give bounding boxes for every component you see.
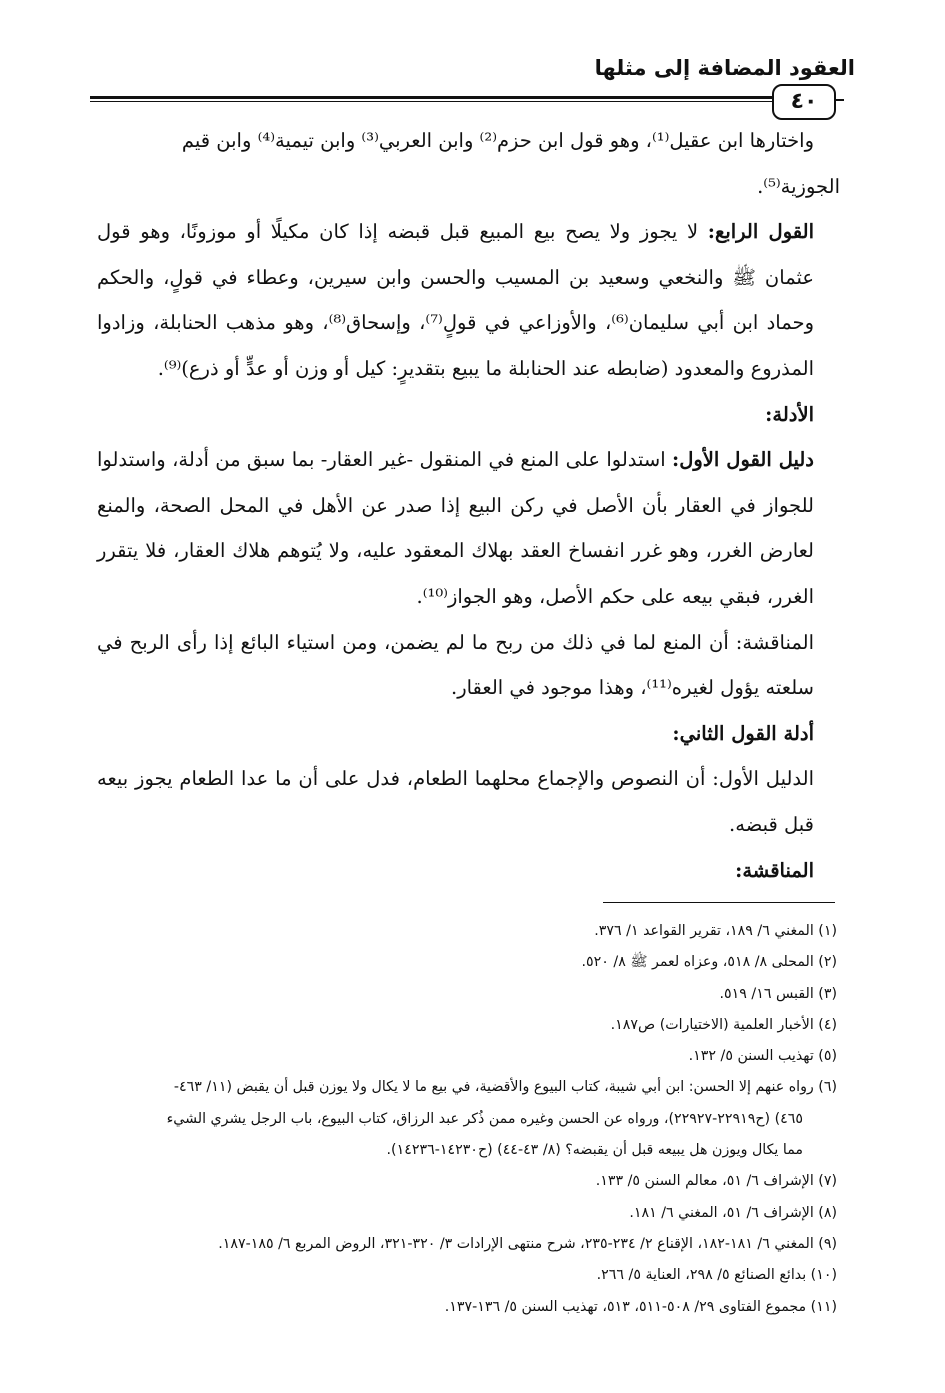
fourth-opinion-lead: القول الرابع: bbox=[707, 220, 814, 244]
paragraph-1-line-1: واختارها ابن عقيل⁽¹⁾، وهو قول ابن حزم⁽²⁾ وابن العربي⁽³⁾ وابن تيمية⁽⁴⁾ وابن قيم bbox=[181, 129, 814, 152]
footnote-6-cont-2: مما يكال ويوزن هل يبيعه قبل أن يقبضه؟ (٨/ ٤٣-٤٤) (ح١٤٢٣٠-١٤٢٣٦). bbox=[386, 1142, 803, 1159]
discussion-text: أن المنع لما في ذلك من ربح ما لم يضمن، ومن استياء البائع إذا رأى الربح في سلعته يؤول لغيره⁽¹¹⁾، وهذا موجود في العقار. bbox=[97, 630, 814, 700]
footnote-8: (٨) الإشراف ٦/ ٥١، المغني ٦/ ١٨١. bbox=[629, 1204, 837, 1221]
main-text bbox=[97, 118, 840, 893]
footnote-4: (٤) الأخبار العلمية (الاختيارات) ص١٨٧. bbox=[610, 1016, 837, 1033]
paragraph-fourth-opinion bbox=[97, 209, 840, 391]
footnote-5: (٥) تهذيب السنن ٥/ ١٣٢. bbox=[688, 1048, 837, 1065]
fourth-opinion-text: لا يجوز ولا يصح بيع المبيع قبل قبضه إذا كان مكيلًا أو موزونًا، وهو قول عثمان ﷺ والنخعي وسعيد بن المسيب والحسن وابن سيرين، وعطاء في قولٍ، والحكم وحماد ابن أبي سليمان⁽⁶⁾، والأوزاعي في قولٍ⁽⁷⁾، وإسحاق⁽⁸⁾، وهو مذهب الحنابلة، وزادوا المذروع والمعدود (ضابطه عند الحنابلة ما يبيع بتقديرٍ: كيل أو وزن أو عدٍّ أو ذرع)⁽⁹⁾. bbox=[97, 220, 814, 380]
evidence-heading: الأدلة: bbox=[765, 402, 814, 426]
footnote-11: (١١) مجموع الفتاوى ٢٩/ ٥٠٨-٥١١، ٥١٣، تهذيب السنن ٥/ ١٣٦-١٣٧. bbox=[444, 1298, 837, 1315]
footnote-6-cont-1: ٤٦٥) (ح٢٢٩١٩-٢٢٩٢٧)، ورواه عن الحسن وغيره ممن ذُكر عبد الرزاق، كتاب البيوع، باب الرجل يشري الشيء bbox=[166, 1110, 803, 1127]
footnote-3: (٣) القبس ١٦/ ٥١٩. bbox=[719, 985, 837, 1002]
second-evidence-heading: أدلة القول الثاني: bbox=[672, 721, 814, 745]
footnote-2: (٢) المحلى ٨/ ٥١٨، وعزاه لعمر ﷺ ٨/ ٥٢٠. bbox=[581, 954, 837, 971]
paragraph-1-line-2: الجوزية⁽⁵⁾. bbox=[757, 174, 840, 198]
first-evidence-lead: دليل القول الأول: bbox=[672, 448, 814, 472]
footnote-7: (٧) الإشراف ٦/ ٥١، معالم السنن ٥/ ١٣٣. bbox=[595, 1173, 837, 1190]
discussion-lead: المناقشة: bbox=[735, 630, 814, 654]
footnote-1: (١) المغني ٦/ ١٨٩، تقرير القواعد ١/ ٣٧٦. bbox=[594, 923, 837, 939]
paragraph-first-evidence bbox=[97, 437, 840, 619]
page-number-tick bbox=[834, 99, 844, 101]
footnote-9: (٩) المغني ٦/ ١٨١-١٨٢، الإقناع ٢/ ٢٣٤-٢٣٥، شرح منتهى الإرادات ٣/ ٣٢٠-٣٢١، الروض المربع ٦/ ١٨٥-١٨٧. bbox=[218, 1235, 837, 1252]
footnote-10: (١٠) بدائع الصنائع ٥/ ٢٩٨، العناية ٥/ ٢٦٦. bbox=[596, 1267, 837, 1284]
discussion-heading: المناقشة: bbox=[735, 858, 814, 882]
paragraph-discussion bbox=[97, 620, 840, 711]
footnote-separator bbox=[603, 902, 835, 903]
first-evidence-text: استدلوا على المنع في المنقول -غير العقار- بما سبق من أدلة، واستدلوا للجواز في العقار بأن الأصل في ركن البيع إذا صدر عن الأهل في المحل الصحة، والمنع لعارض الغرر، وهو غرر انفساخ العقد بهلاك المعقود عليه، ولا يُتوهم هلاك العقار، فلا يتقرر الغرر، فبقي بيعه على حكم الأصل، وهو الجواز⁽¹⁰⁾. bbox=[97, 448, 814, 608]
page-number: ٤٠ bbox=[772, 84, 836, 120]
paragraph-first-proof: الدليل الأول: أن النصوص والإجماع محلهما الطعام، فدل على أن ما عدا الطعام يجوز بيعه قبل قبضه. bbox=[97, 767, 814, 836]
running-header-title: العقود المضافة إلى مثلها bbox=[594, 56, 855, 80]
footnote-6: (٦) رواه عنهم إلا الحسن: ابن أبي شيبة، كتاب البيوع والأقضية، في بيع ما لا يكال ولا يوزن قبل أن يقبض (١١/ ٤٦٣- bbox=[173, 1079, 837, 1096]
footnotes bbox=[94, 916, 837, 1323]
header-rule bbox=[90, 96, 833, 102]
